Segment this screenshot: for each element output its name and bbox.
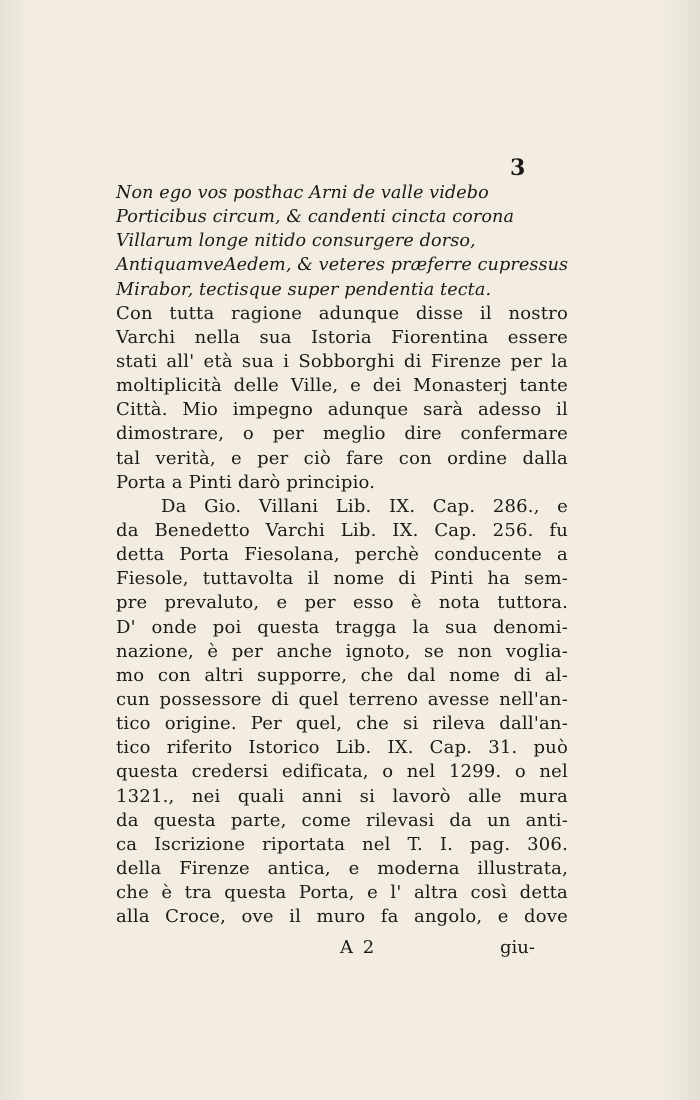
- verse-line: AntiquamveAedem, & veteres præferre cupressus: [116, 255, 569, 276]
- prose-line: nazione, è per anche ignoto, se non voglia-: [116, 640, 568, 662]
- prose-line: dimostrare, o per meglio dire confermare: [116, 423, 568, 445]
- prose-line: Città. Mio impegno adunque sarà adesso il: [116, 399, 568, 421]
- prose-line: detta Porta Fiesolana, perchè conducente a: [116, 544, 568, 566]
- prose-line: della Firenze antica, e moderna illustrata,: [116, 857, 568, 879]
- signature-mark: A 2: [340, 937, 377, 958]
- prose-line: Porta a Pinti darò principio.: [116, 471, 376, 493]
- prose-line: tico riferito Istorico Lib. IX. Cap. 31. può: [116, 737, 568, 759]
- verse-line: Mirabor, tectisque super pendentia tecta.: [116, 279, 492, 300]
- prose-line: Fiesole, tuttavolta il nome di Pinti ha sem-: [116, 568, 568, 590]
- prose-line: da Benedetto Varchi Lib. IX. Cap. 256. fu: [116, 519, 568, 541]
- prose-line: D' onde poi questa tragga la sua denomi-: [116, 616, 568, 638]
- verse-line: Porticibus circum, & candenti cincta corona: [116, 207, 515, 228]
- prose-line: cun possessore di quel terreno avesse nell'an-: [116, 688, 568, 710]
- prose-line: tal verità, e per ciò fare con ordine dalla: [116, 447, 568, 469]
- prose-line: Varchi nella sua Istoria Fiorentina essere: [116, 326, 568, 348]
- prose-line: che è tra questa Porta, e l' altra così detta: [116, 882, 568, 904]
- prose-line: tico origine. Per quel, che si rileva dall'an-: [116, 713, 568, 735]
- prose-line: mo con altri supporre, che dal nome di al-: [116, 664, 568, 686]
- catchword: giu-: [500, 937, 535, 958]
- page-footer: [0, 937, 700, 967]
- prose-line: pre prevaluto, e per esso è nota tuttora.: [116, 592, 568, 614]
- prose-line: 1321., nei quali anni si lavorò alle mura: [116, 785, 568, 807]
- prose-line: questa credersi edificata, o nel 1299. o nel: [116, 761, 568, 783]
- prose-line: da questa parte, come rilevasi da un anti-: [116, 809, 568, 831]
- prose-line: Da Gio. Villani Lib. IX. Cap. 286., e: [161, 495, 568, 517]
- prose-text: [116, 302, 568, 930]
- prose-line: moltiplicità delle Ville, e dei Monasterj tante: [116, 375, 568, 397]
- page-number: 3: [510, 155, 526, 181]
- latin-verse: [116, 181, 568, 302]
- verse-line: Non ego vos posthac Arni de valle videbo: [116, 183, 489, 203]
- verse-line: Villarum longe nitido consurgere dorso,: [116, 231, 476, 252]
- prose-line: Con tutta ragione adunque disse il nostro: [116, 302, 568, 324]
- prose-line: stati all' età sua i Sobborghi di Firenze per la: [116, 350, 568, 372]
- text-block: [116, 181, 568, 929]
- prose-line: alla Croce, ove il muro fa angolo, e dove: [116, 906, 568, 928]
- prose-line: ca Iscrizione riportata nel T. I. pag. 306.: [116, 833, 568, 855]
